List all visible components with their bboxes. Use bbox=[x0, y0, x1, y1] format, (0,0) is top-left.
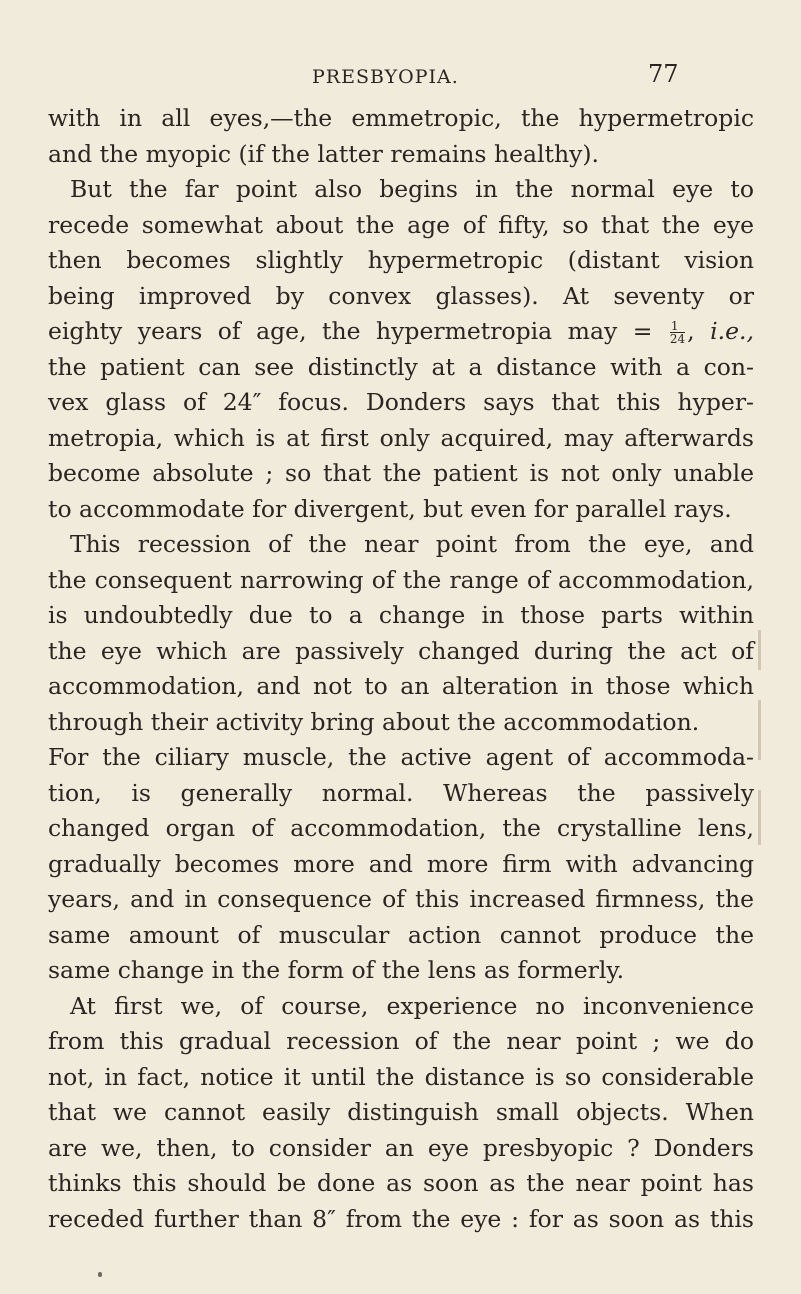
fraction-numerator: 1 bbox=[670, 320, 685, 333]
text-line: the consequent narrowing of the range of accommodation, bbox=[48, 565, 754, 594]
ink-speck bbox=[98, 1272, 102, 1277]
text-line: thinks this should be done as soon as the near point has bbox=[48, 1169, 754, 1197]
text-line: tion, is generally normal. Whereas the passively bbox=[48, 778, 754, 807]
text-line: accommodation, and not to an alteration in those which bbox=[48, 672, 754, 700]
text-line: years, and in consequence of this increased firmness, the bbox=[48, 885, 754, 913]
text-line: that we cannot easily distinguish small objects. When bbox=[48, 1098, 754, 1126]
text-line: changed organ of accommodation, the crystalline lens, bbox=[48, 814, 754, 842]
text-line: through their activity bring about the accommodation. bbox=[48, 707, 700, 736]
text-line: become absolute ; so that the patient is not only unable bbox=[48, 459, 754, 487]
text-line: This recession of the near point from the eye, and bbox=[70, 530, 754, 558]
fraction-suffix: , bbox=[687, 317, 711, 345]
fraction bbox=[670, 320, 685, 345]
text-line-lead: eighty years of age, the hypermetropia may = bbox=[48, 317, 653, 345]
text-line: For the ciliary muscle, the active agent of accommoda- bbox=[48, 743, 754, 771]
text-line: same amount of muscular action cannot produce the bbox=[48, 920, 754, 949]
text-line: with in all eyes,—the emmetropic, the hypermetropic bbox=[48, 104, 754, 132]
text-line: At first we, of course, experience no inconvenience bbox=[70, 991, 754, 1020]
text-line: receded further than 8″ from the eye : for as soon as this bbox=[48, 1204, 754, 1233]
bleed-through-mark bbox=[758, 790, 761, 845]
text-line: from this gradual recession of the near point ; we do bbox=[48, 1027, 754, 1055]
running-title: PRESBYOPIA. bbox=[312, 66, 459, 88]
text-line: recede somewhat about the age of fifty, so that the eye bbox=[48, 210, 754, 239]
text-line: gradually becomes more and more firm with advancing bbox=[48, 849, 754, 878]
text-line: the eye which are passively changed during the act of bbox=[48, 636, 754, 665]
bleed-through-mark bbox=[758, 700, 761, 760]
bleed-through-mark bbox=[758, 630, 761, 670]
text-line: But the far point also begins in the normal eye to bbox=[70, 175, 754, 203]
text-line: is undoubtedly due to a change in those parts within bbox=[48, 601, 754, 629]
text-line: not, in fact, notice it until the distance is so considerable bbox=[48, 1062, 754, 1091]
text-line: are we, then, to consider an eye presbyopic ? Donders bbox=[48, 1133, 754, 1162]
text-line: then becomes slightly hypermetropic (distant vision bbox=[48, 246, 754, 274]
text-line: the patient can see distinctly at a distance with a con- bbox=[48, 352, 754, 381]
body-text bbox=[48, 101, 754, 1237]
page-header bbox=[0, 60, 801, 100]
text-line: being improved by convex glasses). At seventy or bbox=[48, 281, 754, 310]
text-line: vex glass of 24″ focus. Donders says that this hyper- bbox=[48, 388, 754, 416]
text-line: metropia, which is at first only acquired, may afterwards bbox=[48, 423, 754, 452]
italic-ie: i.e., bbox=[710, 317, 754, 345]
page-number: 77 bbox=[648, 60, 679, 88]
text-line-with-fraction bbox=[48, 314, 754, 350]
text-line: and the myopic (if the latter remains healthy). bbox=[48, 139, 600, 168]
text-line: to accommodate for divergent, but even for parallel rays. bbox=[48, 494, 732, 523]
fraction-denominator: 24 bbox=[669, 332, 686, 346]
text-line: same change in the form of the lens as formerly. bbox=[48, 956, 625, 984]
